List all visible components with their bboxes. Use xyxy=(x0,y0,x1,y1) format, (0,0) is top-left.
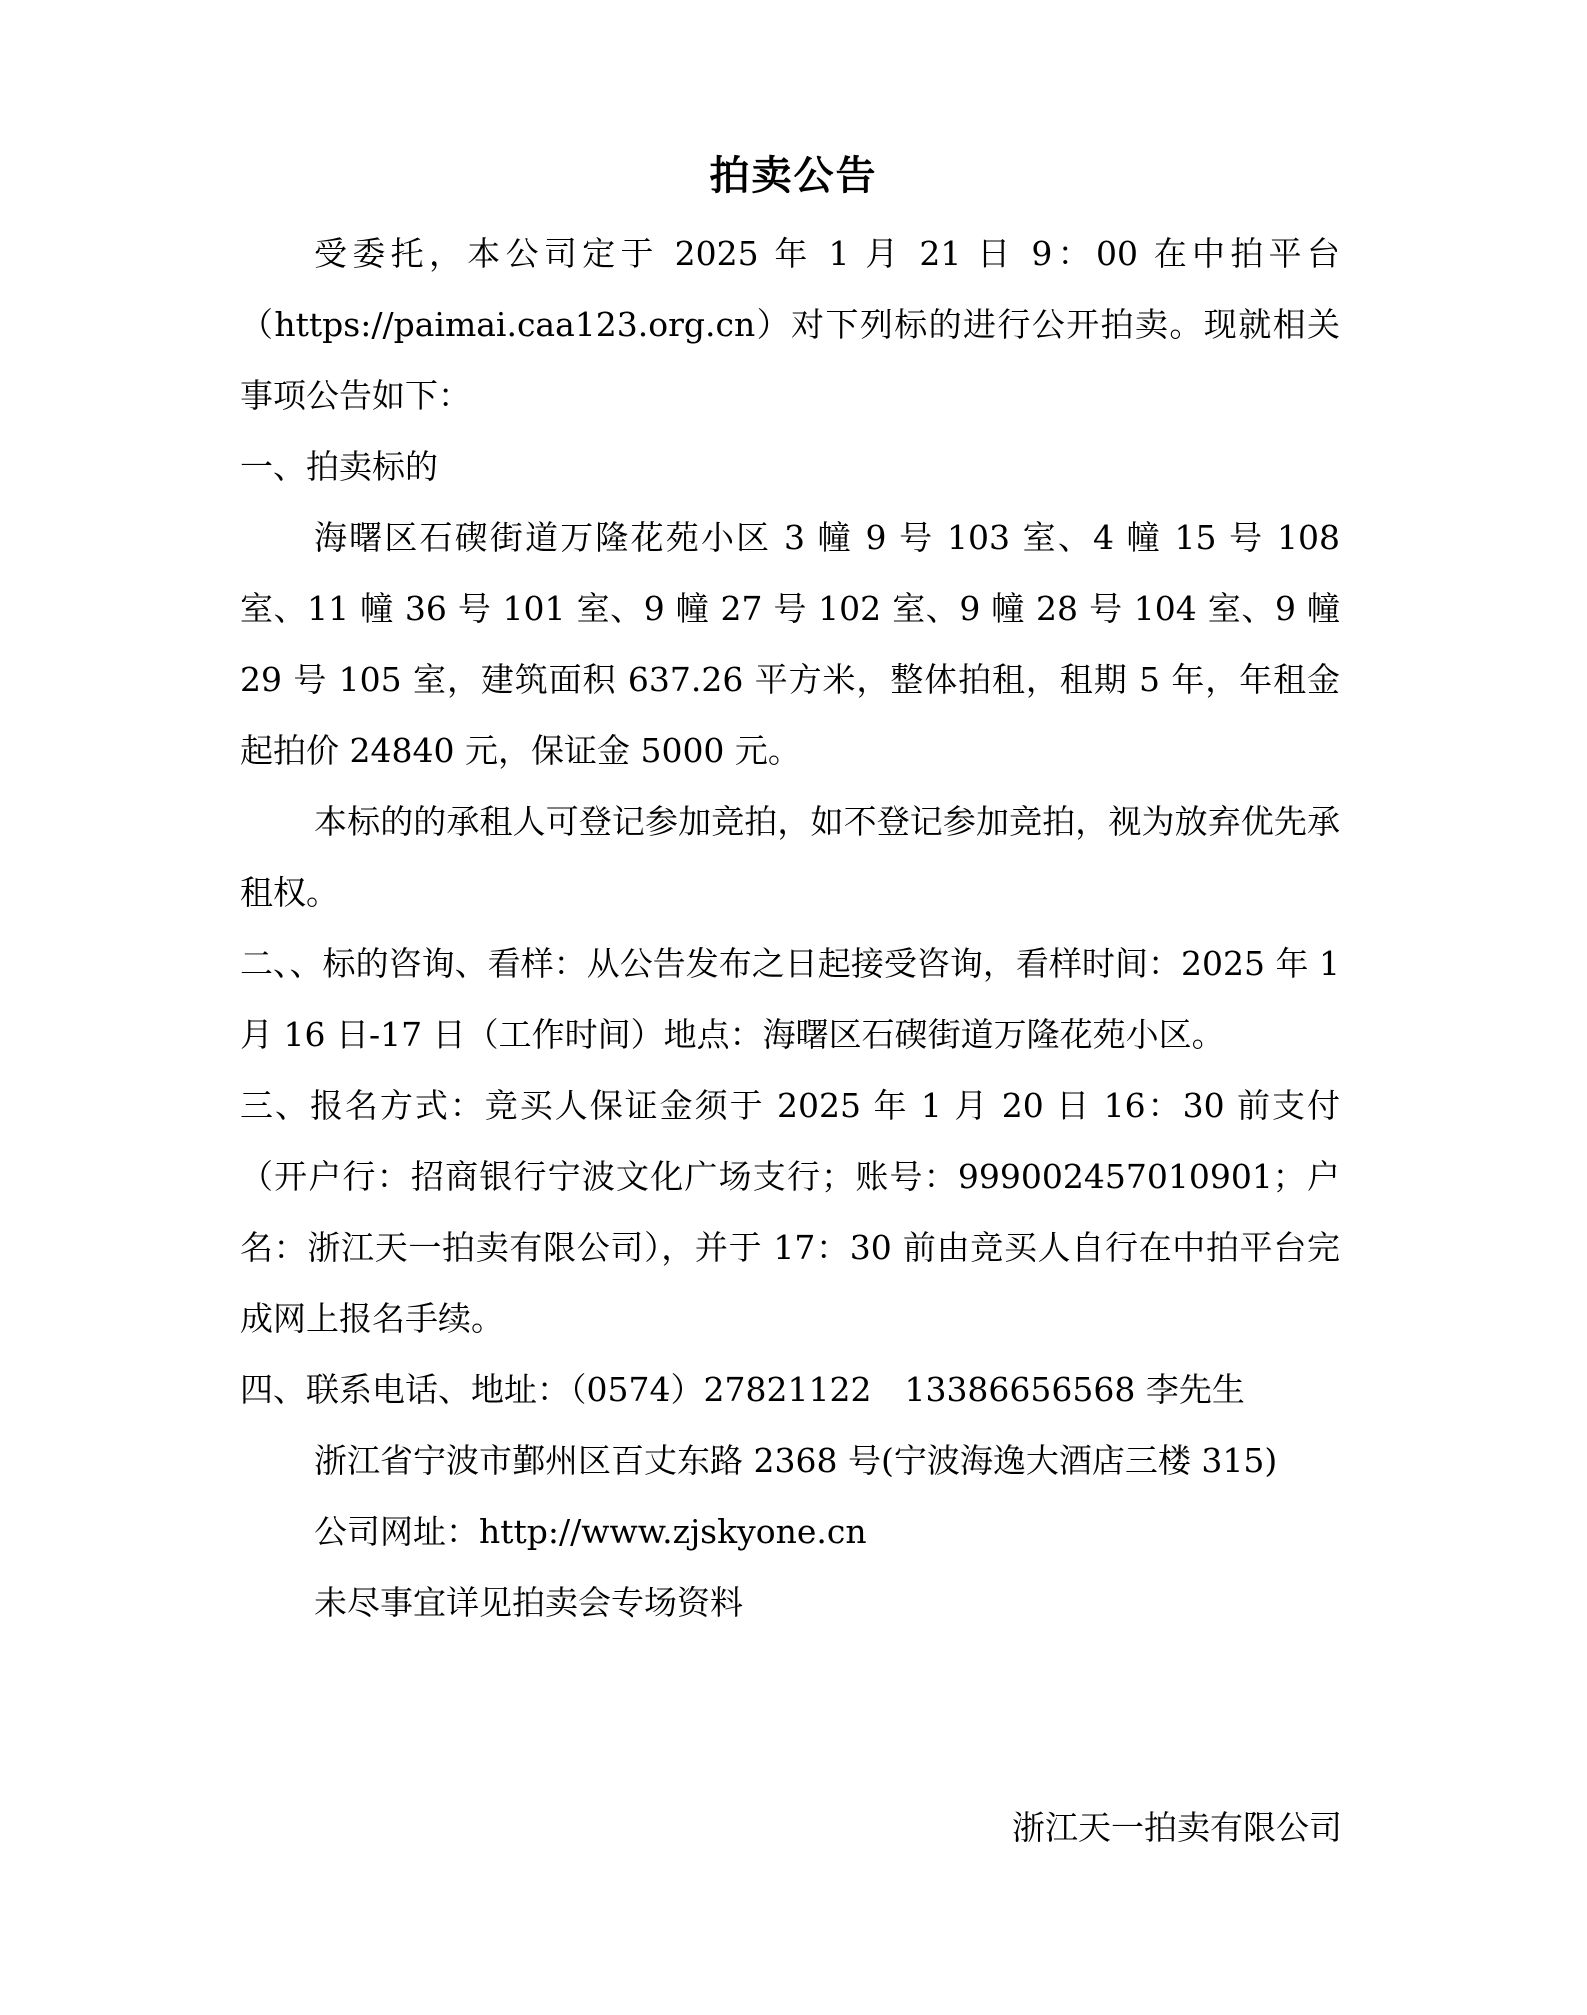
announcement-body xyxy=(240,218,1340,1638)
closing-note: 未尽事宜详见拍卖会专场资料 xyxy=(314,1583,743,1622)
tenant-priority-note: 本标的的承租人可登记参加竞拍，如不登记参加竞拍，视为放弃优先承租权。 xyxy=(240,802,1340,912)
section-consultation-viewing: 二、、标的咨询、看样：从公告发布之日起接受咨询，看样时间：2025 年 1 月 16 日-17 日（工作时间）地点：海曙区石碶街道万隆花苑小区。 xyxy=(240,944,1340,1054)
section-contact: 四、联系电话、地址：（0574）27821122 13386656568 李先生 xyxy=(240,1370,1245,1409)
auction-item-description: 海曙区石碶街道万隆花苑小区 3 幢 9 号 103 室、4 幢 15 号 108 室、11 幢 36 号 101 室、9 幢 27 号 102 室、9 幢 28 号 104 室、9 幢 29 号 105 室，建筑面积 637.26 平方米，整体拍租，租期 5 年，年租金起拍价 24840 元，保证金 5000 元。 xyxy=(240,518,1340,770)
company-website: 公司网址：http://www.zjskyone.cn xyxy=(314,1512,867,1551)
page-title: 拍卖公告 xyxy=(709,153,878,199)
company-signature: 浙江天一拍卖有限公司 xyxy=(1012,1808,1342,1847)
intro-paragraph: 受委托，本公司定于 2025 年 1 月 21 日 9：00 在中拍平台（https://paimai.caa123.org.cn）对下列标的进行公开拍卖。现就相关事项公告如下： xyxy=(240,234,1340,415)
section-registration: 三、报名方式：竞买人保证金须于 2025 年 1 月 20 日 16：30 前支付（开户行：招商银行宁波文化广场支行；账号：999002457010901；户名：浙江天一拍卖有限公司），并于 17：30 前由竞买人自行在中拍平台完成网上报名手续。 xyxy=(240,1086,1340,1338)
contact-address: 浙江省宁波市鄞州区百丈东路 2368 号(宁波海逸大酒店三楼 315) xyxy=(314,1441,1278,1480)
section-heading-auction-item: 一、拍卖标的 xyxy=(240,447,438,486)
